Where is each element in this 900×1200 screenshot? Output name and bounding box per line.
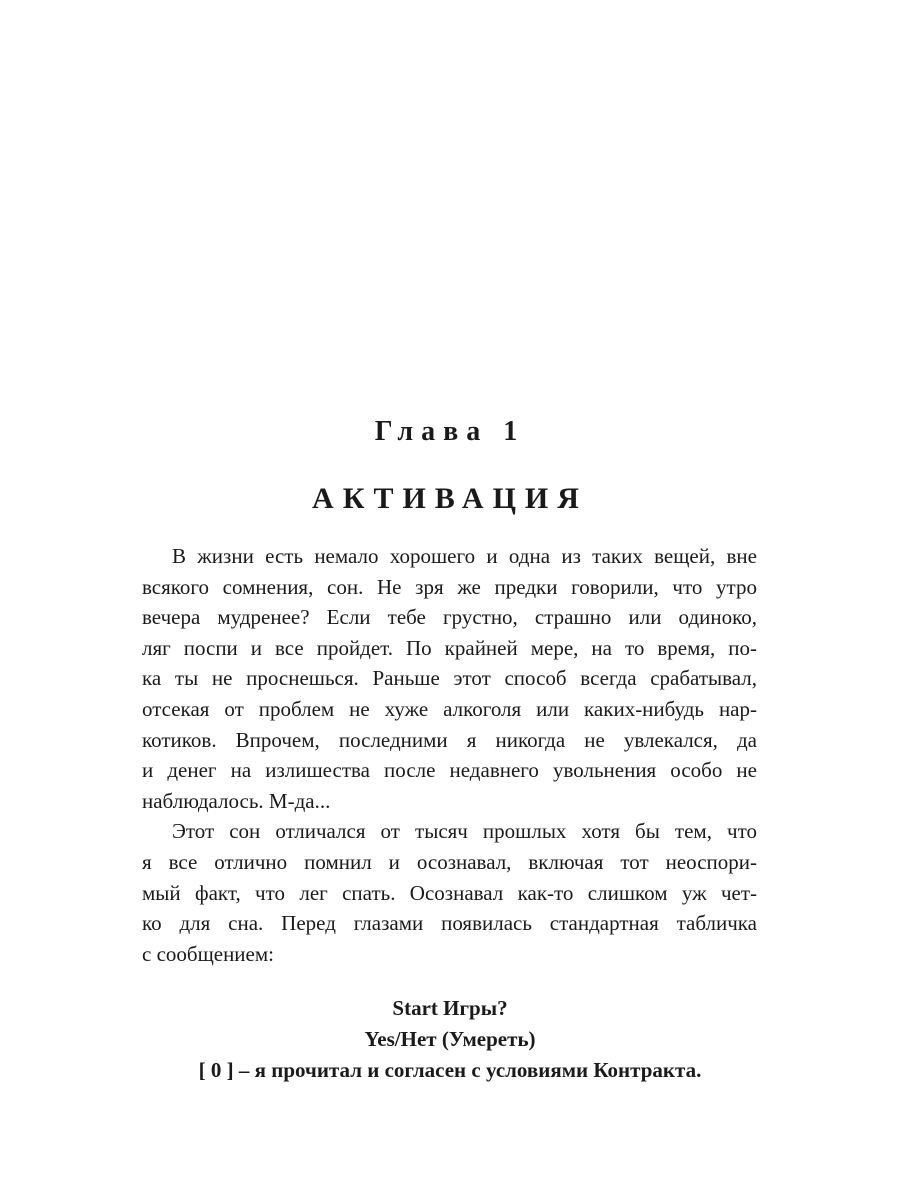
text-line: всякого сомнения, сон. Не зря же предки говорили, что утро bbox=[142, 574, 757, 599]
text-line: мый факт, что лег спать. Осознавал как-то слишком уж чет- bbox=[142, 880, 757, 905]
text-line: с сообщением: bbox=[142, 941, 274, 966]
paragraph bbox=[142, 541, 757, 816]
text-line: ка ты не проснешься. Раньше этот способ всегда срабатывал, bbox=[142, 666, 757, 691]
paragraph bbox=[142, 816, 757, 969]
chapter-number: Глава 1 bbox=[374, 416, 526, 447]
system-message-title: Start Игры? bbox=[392, 996, 508, 1020]
text-line: отсекая от проблем не хуже алкоголя или каких-нибудь нар- bbox=[142, 696, 757, 721]
chapter-title: АКТИВАЦИЯ bbox=[312, 482, 588, 515]
text-line: В жизни есть немало хорошего и одна из таких вещей, вне bbox=[172, 544, 757, 568]
system-message-contract: [ 0 ] – я прочитал и согласен с условиями Контракта. bbox=[198, 1058, 702, 1082]
text-line: котиков. Впрочем, последними я никогда не увлекался, да bbox=[142, 727, 757, 752]
text-line: и денег на излишества после недавнего увольнения особо не bbox=[142, 758, 757, 783]
system-message-options: Yes/Нет (Умереть) bbox=[364, 1027, 536, 1051]
text-line: ляг поспи и все пройдет. По крайней мере, на то время, по- bbox=[142, 635, 757, 660]
text-line: ко для сна. Перед глазами появилась стандартная табличка bbox=[142, 911, 757, 936]
chapter-body bbox=[142, 541, 757, 969]
text-line: вечера мудренее? Если тебе грустно, страшно или одиноко, bbox=[142, 605, 757, 630]
text-line: я все отлично помнил и осознавал, включая тот неоспори- bbox=[142, 849, 757, 874]
text-line: наблюдалось. М-да... bbox=[142, 788, 331, 813]
text-line: Этот сон отличался от тысяч прошлых хотя бы тем, что bbox=[172, 819, 757, 844]
system-message bbox=[0, 993, 900, 1086]
